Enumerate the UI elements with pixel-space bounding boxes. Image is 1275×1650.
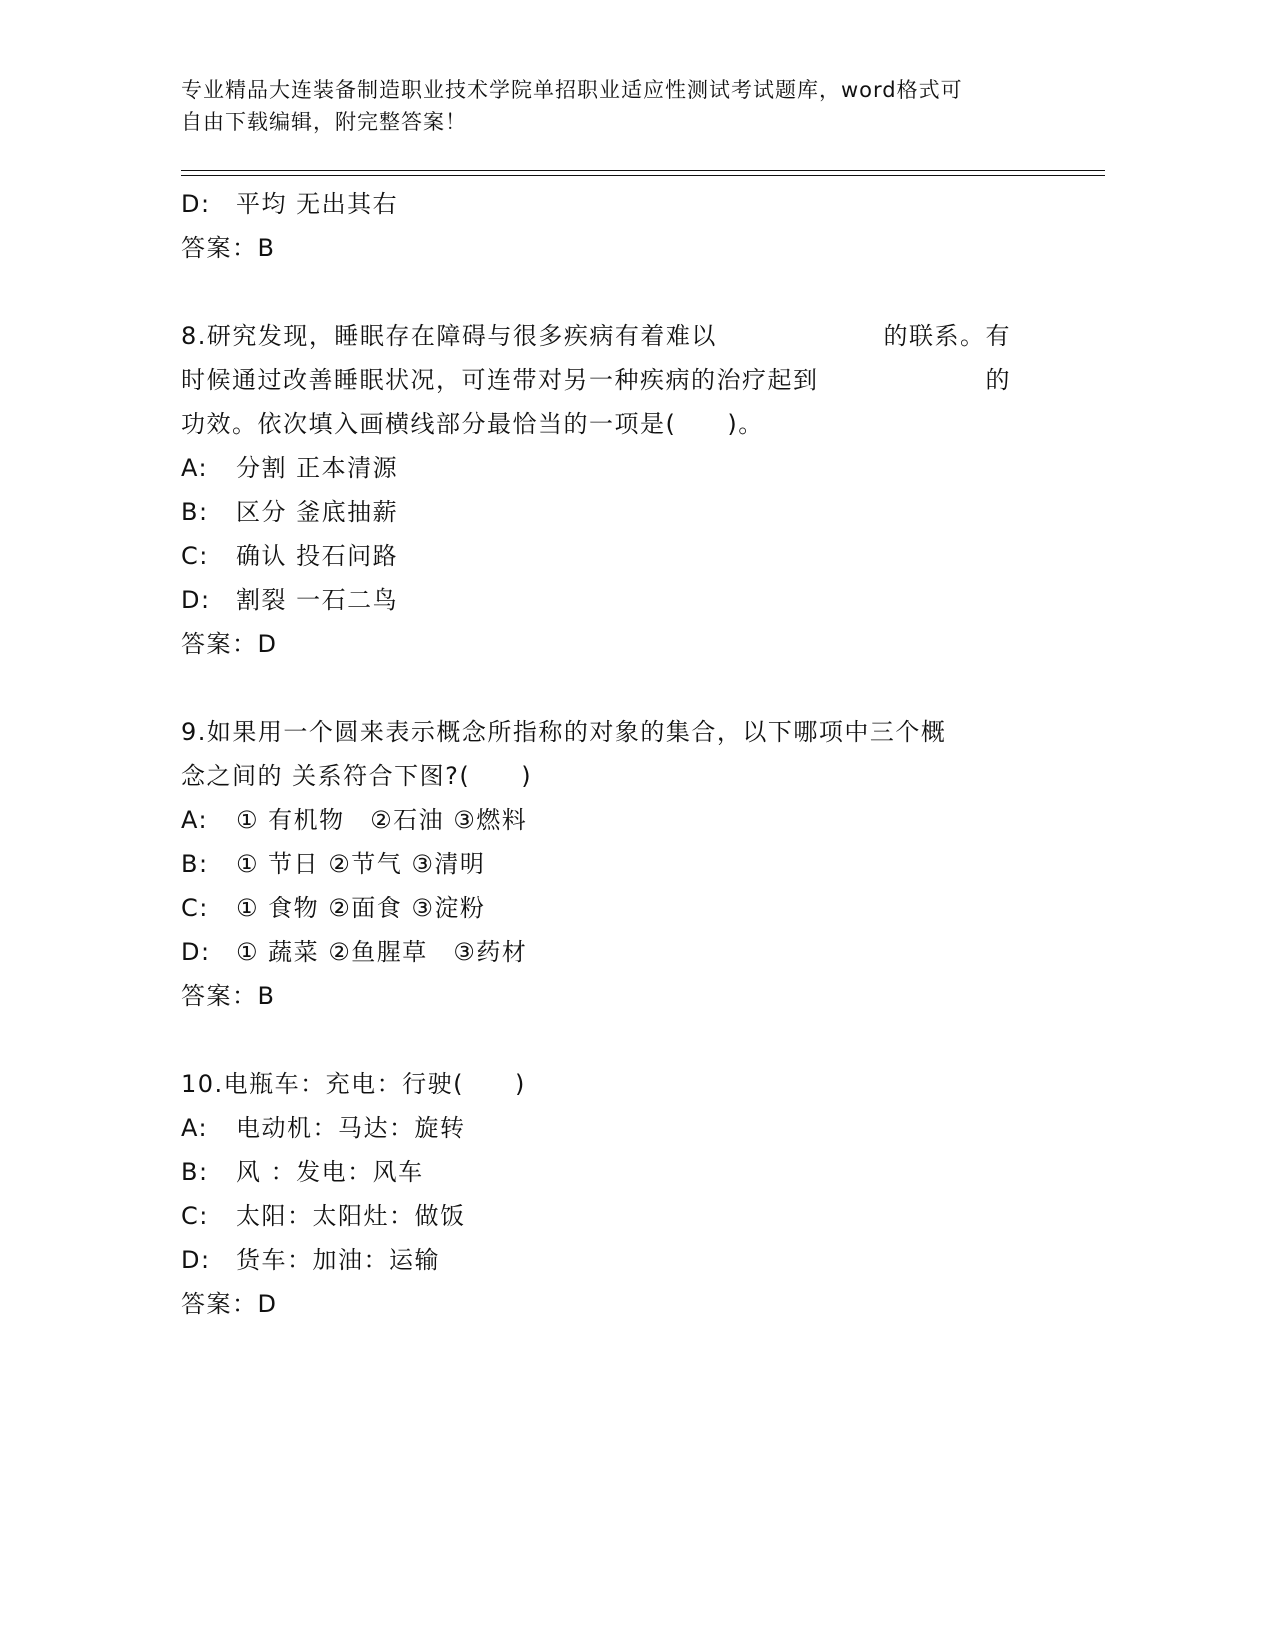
answer-label: 答案： bbox=[181, 982, 258, 1010]
option-letter: D: bbox=[181, 586, 211, 614]
q10-option-b bbox=[181, 1150, 1081, 1194]
option-letter: A: bbox=[181, 806, 209, 834]
q8-line-1 bbox=[181, 314, 1011, 358]
q9-option-d bbox=[181, 930, 1081, 974]
option-letter: A: bbox=[181, 1114, 209, 1142]
q10-option-a bbox=[181, 1106, 1081, 1150]
q8-answer bbox=[181, 622, 1081, 666]
answer-value: D bbox=[257, 1290, 278, 1318]
header-line-2: 自由下载编辑，附完整答案！ bbox=[181, 110, 467, 134]
option-text: 太阳：太阳灶：做饭 bbox=[236, 1202, 466, 1230]
q8-line-2-left: 时候通过改善睡眠状况，可连带对另一种疾病的治疗起到 bbox=[181, 366, 819, 394]
header-rule-bottom bbox=[181, 175, 1105, 176]
option-text: 割裂 一石二鸟 bbox=[236, 586, 399, 614]
q9-option-c bbox=[181, 886, 1081, 930]
option-letter: B: bbox=[181, 850, 209, 878]
option-letter: D: bbox=[181, 190, 211, 218]
answer-value: D bbox=[257, 630, 278, 658]
answer-label: 答案： bbox=[181, 1290, 258, 1318]
option-letter: C: bbox=[181, 1202, 209, 1230]
option-letter: D: bbox=[181, 1246, 211, 1274]
option-text: 风 ：发电：风车 bbox=[236, 1158, 424, 1186]
option-text: ① 节日 ②节气 ③清明 bbox=[236, 850, 486, 878]
q9-answer bbox=[181, 974, 1081, 1018]
header-rule-top bbox=[181, 170, 1105, 171]
q9-option-b bbox=[181, 842, 1081, 886]
option-letter: B: bbox=[181, 1158, 209, 1186]
q8-option-a bbox=[181, 446, 1081, 490]
document-header bbox=[181, 74, 1021, 138]
option-letter: D: bbox=[181, 938, 211, 966]
q8-option-c bbox=[181, 534, 1081, 578]
option-text: 平均 无出其右 bbox=[236, 190, 399, 218]
q9-option-a bbox=[181, 798, 1081, 842]
option-letter: C: bbox=[181, 542, 209, 570]
answer-label: 答案： bbox=[181, 234, 258, 262]
option-letter: B: bbox=[181, 498, 209, 526]
question-content bbox=[181, 182, 1081, 1326]
option-letter: A: bbox=[181, 454, 209, 482]
option-text: ① 食物 ②面食 ③淀粉 bbox=[236, 894, 486, 922]
q8-line-1-right: 的联系。有 bbox=[883, 322, 1011, 350]
answer-label: 答案： bbox=[181, 630, 258, 658]
option-text: 货车：加油：运输 bbox=[236, 1246, 440, 1274]
answer-value: B bbox=[257, 982, 276, 1010]
q9-line-1: 9.如果用一个圆来表示概念所指称的对象的集合，以下哪项中三个概 bbox=[181, 718, 947, 746]
q8-line-1-left: 8.研究发现，睡眠存在障碍与很多疾病有着难以 bbox=[181, 322, 717, 350]
q10-option-d bbox=[181, 1238, 1081, 1282]
prev-option-d bbox=[181, 182, 1081, 226]
option-text: ① 有机物 ②石油 ③燃料 bbox=[236, 806, 528, 834]
answer-value: B bbox=[257, 234, 276, 262]
q9-line-2: 念之间的 关系符合下图?( ) bbox=[181, 762, 533, 790]
q8-line-3: 功效。依次填入画横线部分最恰当的一项是( )。 bbox=[181, 410, 764, 438]
option-text: ① 蔬菜 ②鱼腥草 ③药材 bbox=[236, 938, 528, 966]
q8-option-b bbox=[181, 490, 1081, 534]
prev-answer bbox=[181, 226, 1081, 270]
option-letter: C: bbox=[181, 894, 209, 922]
option-text: 确认 投石问路 bbox=[236, 542, 399, 570]
option-text: 区分 釜底抽薪 bbox=[236, 498, 399, 526]
q10-line-1: 10.电瓶车：充电：行驶( ) bbox=[181, 1070, 526, 1098]
q8-line-2 bbox=[181, 358, 1011, 402]
q10-option-c bbox=[181, 1194, 1081, 1238]
option-text: 分割 正本清源 bbox=[236, 454, 399, 482]
q10-answer bbox=[181, 1282, 1081, 1326]
header-line-1: 专业精品大连装备制造职业技术学院单招职业适应性测试考试题库，word格式可 bbox=[181, 78, 963, 102]
q8-option-d bbox=[181, 578, 1081, 622]
q8-line-2-right: 的 bbox=[985, 366, 1011, 394]
option-text: 电动机：马达：旋转 bbox=[236, 1114, 466, 1142]
